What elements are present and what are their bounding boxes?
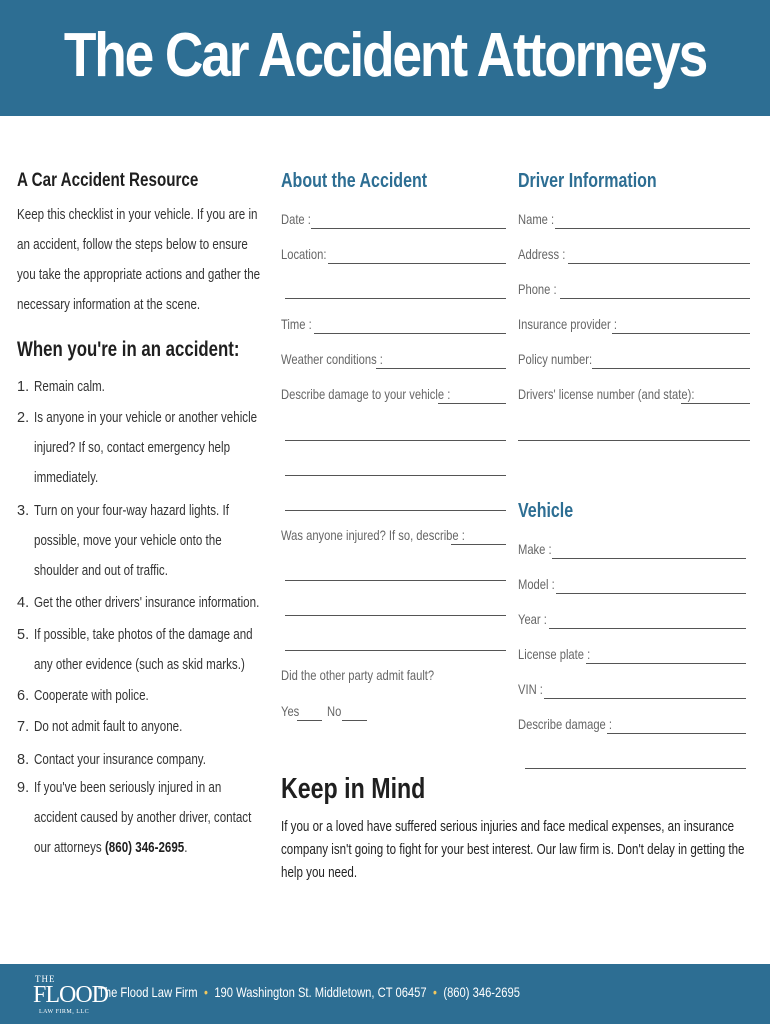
- vin-label: [518, 681, 549, 697]
- phone-label-text: Phone :: [518, 281, 557, 297]
- footer-address: 190 Washington St. Middletown, CT 06457: [214, 984, 427, 1000]
- yes-label: [281, 703, 304, 719]
- injured-label-text: Was anyone injured? If so, describe: [281, 527, 459, 543]
- step-number: 4.: [17, 595, 30, 611]
- intro-line: you take the appropriate actions and gather the: [17, 267, 261, 283]
- no-label-text: No: [327, 703, 342, 719]
- vehicle-title: Vehicle: [518, 500, 574, 522]
- vehicle-damage-field[interactable]: [607, 733, 746, 734]
- insurance-label: [518, 316, 642, 332]
- weather-label-text: Weather conditions :: [281, 351, 383, 367]
- step-text: possible, move your vehicle onto the: [34, 533, 222, 549]
- injured-colon: :: [461, 527, 465, 543]
- name-label-text: Name :: [518, 211, 555, 227]
- model-label: [518, 576, 564, 592]
- license-field[interactable]: [681, 403, 750, 404]
- injured-label: [281, 527, 511, 543]
- injured-field-line-2[interactable]: [285, 580, 506, 581]
- resource-title: A Car Accident Resource: [17, 170, 199, 191]
- name-label: [518, 211, 563, 227]
- location-label: [281, 246, 338, 262]
- damage-field-line-2[interactable]: [285, 440, 506, 441]
- step-text-with-phone: [34, 833, 188, 863]
- make-field[interactable]: [552, 558, 746, 559]
- step-number: 2.: [17, 410, 30, 426]
- insurance-label-text: Insurance provider :: [518, 316, 617, 332]
- step-text: Do not admit fault to anyone.: [34, 719, 183, 735]
- time-field[interactable]: [314, 333, 506, 334]
- location-field[interactable]: [328, 263, 506, 264]
- step-text: Turn on your four-way hazard lights. If: [34, 503, 229, 519]
- intro-line: an accident, follow the steps below to ensure: [17, 237, 248, 253]
- vehicle-damage-label-text: Describe damage :: [518, 716, 613, 732]
- no-field[interactable]: [342, 720, 367, 721]
- year-label-text: Year :: [518, 611, 547, 627]
- footer-separator: •: [203, 984, 208, 1000]
- step-text: immediately.: [34, 470, 99, 486]
- policy-label: [518, 351, 611, 367]
- step-text: Is anyone in your vehicle or another vehicle: [34, 410, 258, 426]
- year-label: [518, 611, 554, 627]
- location-label-text: Location:: [281, 246, 327, 262]
- intro-line: necessary information at the scene.: [17, 297, 201, 313]
- driver-info-title: Driver Information: [518, 170, 657, 192]
- make-label: [518, 541, 560, 557]
- damage-field[interactable]: [438, 403, 506, 404]
- phone-field[interactable]: [560, 298, 750, 299]
- vehicle-damage-field-line-2[interactable]: [525, 768, 746, 769]
- policy-label-text: Policy number:: [518, 351, 593, 367]
- name-field[interactable]: [555, 228, 750, 229]
- step-text: Get the other drivers' insurance information.: [34, 595, 260, 611]
- date-field[interactable]: [311, 228, 506, 229]
- page-title: The Car Accident Attorneys: [63, 21, 707, 90]
- step-text: Contact your insurance company.: [34, 752, 206, 768]
- phone-label: [518, 281, 566, 297]
- address-label: [518, 246, 577, 262]
- weather-label: [281, 351, 408, 367]
- time-label: [281, 316, 319, 332]
- step-number: 3.: [17, 503, 30, 519]
- plate-field[interactable]: [586, 663, 746, 664]
- license-field-line-2[interactable]: [518, 440, 750, 441]
- damage-label-text: Describe damage to your vehicle :: [281, 386, 451, 402]
- step-number: 8.: [17, 752, 30, 768]
- model-label-text: Model :: [518, 576, 555, 592]
- plate-label-text: License plate :: [518, 646, 591, 662]
- vehicle-heading: [518, 500, 587, 523]
- about-accident-title: About the Accident: [281, 170, 428, 192]
- logo-flood: FLOOD: [33, 982, 109, 1008]
- step-text: If you've been seriously injured in an: [34, 780, 222, 796]
- address-label-text: Address :: [518, 246, 566, 262]
- fault-label: [281, 667, 472, 683]
- make-label-text: Make :: [518, 541, 552, 557]
- driver-info-heading: [518, 170, 691, 193]
- injured-field[interactable]: [451, 544, 506, 545]
- vin-field[interactable]: [544, 698, 746, 699]
- footer-phone[interactable]: (860) 346-2695: [443, 984, 520, 1000]
- address-field[interactable]: [568, 263, 750, 264]
- intro-line: Keep this checklist in your vehicle. If you are in: [17, 207, 258, 223]
- step-number: 6.: [17, 688, 30, 704]
- keep-in-mind-title: Keep in Mind: [281, 773, 426, 805]
- step-number: 1.: [17, 379, 30, 395]
- intro-text: [17, 200, 261, 320]
- time-label-text: Time :: [281, 316, 312, 332]
- model-field[interactable]: [556, 593, 746, 594]
- injured-field-line-4[interactable]: [285, 650, 506, 651]
- vin-label-text: VIN :: [518, 681, 543, 697]
- plate-label: [518, 646, 608, 662]
- firm-logo: [33, 972, 109, 1018]
- attorney-phone[interactable]: (860) 346-2695: [104, 840, 185, 856]
- date-label-text: Date :: [281, 211, 311, 227]
- keep-in-mind-text: [281, 816, 751, 885]
- step-number: 9.: [17, 780, 30, 796]
- step-text: Cooperate with police.: [34, 688, 149, 704]
- footer-bar: [0, 964, 770, 1024]
- footer-firm-name: The Flood Law Firm: [98, 984, 198, 1000]
- date-label: [281, 211, 318, 227]
- yes-field[interactable]: [297, 720, 322, 721]
- step-number: 7.: [17, 719, 30, 735]
- keep-in-mind-heading: [281, 773, 461, 806]
- weather-field[interactable]: [376, 368, 506, 369]
- about-accident-heading: [281, 170, 464, 193]
- footer-contact: [98, 984, 625, 1000]
- step-text: shoulder and out of traffic.: [34, 563, 168, 579]
- yes-label-text: Yes: [281, 703, 300, 719]
- insurance-field[interactable]: [612, 333, 750, 334]
- no-label: [327, 703, 345, 719]
- vehicle-damage-label: [518, 716, 636, 732]
- step-text: our attorneys: [34, 840, 102, 856]
- step-text: any other evidence (such as skid marks.): [34, 657, 245, 673]
- footer-separator: •: [433, 984, 437, 1000]
- logo-llc: LAW FIRM, LLC: [39, 1009, 90, 1015]
- license-label-text: Drivers' license number (and state):: [518, 386, 695, 402]
- damage-label: [281, 386, 493, 402]
- when-heading: When you're in an accident:: [17, 338, 240, 361]
- header-banner: [0, 0, 770, 116]
- step-text: injured? If so, contact emergency help: [34, 440, 231, 456]
- year-field[interactable]: [549, 628, 746, 629]
- location-field-line-2[interactable]: [285, 298, 506, 299]
- step-number: 5.: [17, 627, 30, 643]
- policy-field[interactable]: [592, 368, 750, 369]
- keep-in-mind-body: If you or a loved have suffered serious injuries and face medical expenses, an insurance company isn't going to fight for your best interest. Our law firm is. Don't delay in getting the help you need.: [281, 819, 745, 881]
- logo-the: THE: [35, 974, 56, 984]
- step-period: .: [184, 840, 188, 856]
- step-text: accident caused by another driver, contact: [34, 810, 252, 826]
- license-label: [518, 386, 739, 402]
- damage-field-line-3[interactable]: [285, 475, 506, 476]
- step-text: Remain calm.: [34, 379, 105, 395]
- step-text: If possible, take photos of the damage and: [34, 627, 253, 643]
- fault-label-text: Did the other party admit fault?: [281, 667, 435, 683]
- damage-field-line-4[interactable]: [285, 510, 506, 511]
- injured-field-line-3[interactable]: [285, 615, 506, 616]
